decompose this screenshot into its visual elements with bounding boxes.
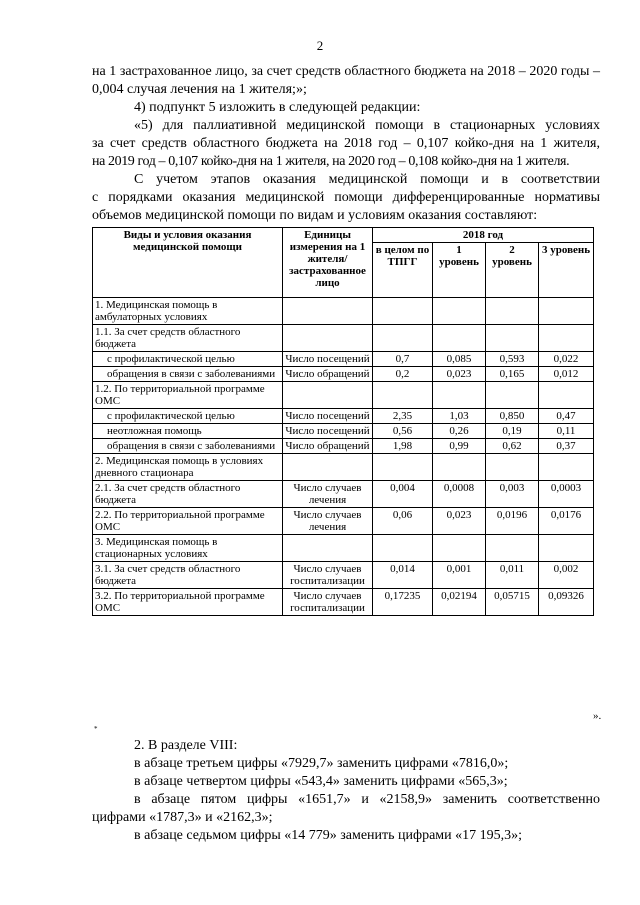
value-level-3 [539, 382, 594, 409]
row-label: обращения в связи с заболеваниями [93, 439, 283, 454]
paragraph-line: в абзаце четвертом цифры «543,4» заменить цифрами «565,3»; [134, 774, 508, 789]
value-level-2: 0,05715 [486, 589, 539, 616]
header-year: 2018 год [373, 228, 594, 243]
value-level-1: 0,0008 [433, 481, 486, 508]
value-level-2: 0,011 [486, 562, 539, 589]
row-label: 1. Медицинская помощь в амбулаторных условиях [93, 298, 283, 325]
header-unit: Единицы измерения на 1 жителя/ застрахованное лицо [283, 228, 373, 298]
row-label: неотложная помощь [93, 424, 283, 439]
row-label: с профилактической целью [93, 352, 283, 367]
paragraph-line: С учетом этапов оказания медицинской помощи и в соответствии [134, 172, 600, 187]
value-level-1: 0,001 [433, 562, 486, 589]
table-row [93, 535, 594, 562]
table-row [93, 562, 594, 589]
paragraph-line: 0,004 случая лечения на 1 жителя;»; [92, 82, 307, 97]
row-unit [283, 454, 373, 481]
paragraph-line: с порядками оказания медицинской помощи дифференцированные нормативы [92, 190, 600, 205]
page-number: 2 [316, 38, 324, 53]
value-level-2 [486, 325, 539, 352]
value-level-3 [539, 325, 594, 352]
value-level-1: 0,085 [433, 352, 486, 367]
row-unit: Число посещений [283, 409, 373, 424]
value-level-1: 0,99 [433, 439, 486, 454]
header-type: Виды и условия оказания медицинской помощи [93, 228, 283, 298]
row-unit: Число обращений [283, 439, 373, 454]
row-label: 3.1. За счет средств областного бюджета [93, 562, 283, 589]
value-total [373, 298, 433, 325]
row-unit [283, 382, 373, 409]
value-level-2: 0,62 [486, 439, 539, 454]
value-level-3: 0,09326 [539, 589, 594, 616]
value-total [373, 454, 433, 481]
table-row [93, 352, 594, 367]
value-total: 0,014 [373, 562, 433, 589]
value-total: 0,56 [373, 424, 433, 439]
paragraph-line: цифрами «1787,3» и «2162,3»; [92, 810, 273, 825]
row-label: 2.1. За счет средств областного бюджета [93, 481, 283, 508]
row-label: 2. Медицинская помощь в условиях дневного стационара [93, 454, 283, 481]
footnote-mark: * [94, 725, 98, 733]
value-level-3: 0,022 [539, 352, 594, 367]
value-level-3: 0,47 [539, 409, 594, 424]
table-row [93, 439, 594, 454]
paragraph-line: на 2019 год – 0,107 койко-дня на 1 жителя, на 2020 год – 0,108 койко-дня на 1 жителя. [92, 154, 570, 169]
value-level-2 [486, 535, 539, 562]
value-level-1 [433, 298, 486, 325]
value-level-1: 0,26 [433, 424, 486, 439]
value-level-3 [539, 298, 594, 325]
value-level-3 [539, 535, 594, 562]
closing-quote: ». [593, 710, 602, 722]
value-level-1 [433, 454, 486, 481]
paragraph-line: за счет средств областного бюджета на 2018 год – 0,107 койко-дня на 1 жителя, [92, 136, 600, 151]
row-label: 1.2. По территориальной программе ОМС [93, 382, 283, 409]
value-level-1: 0,023 [433, 367, 486, 382]
value-level-3: 0,37 [539, 439, 594, 454]
value-total: 0,17235 [373, 589, 433, 616]
row-unit [283, 535, 373, 562]
value-total [373, 382, 433, 409]
row-label: 3.2. По территориальной программе ОМС [93, 589, 283, 616]
row-unit: Число обращений [283, 367, 373, 382]
paragraph-line: «5) для паллиативной медицинской помощи в стационарных условиях [134, 118, 600, 133]
table-row [93, 589, 594, 616]
value-level-2: 0,19 [486, 424, 539, 439]
value-level-3: 0,012 [539, 367, 594, 382]
header-level-2: 2 уровень [486, 243, 539, 298]
row-unit: Число случаев лечения [283, 481, 373, 508]
row-unit: Число случаев госпитализации [283, 589, 373, 616]
value-level-3: 0,0003 [539, 481, 594, 508]
value-level-2: 0,593 [486, 352, 539, 367]
paragraph-line: 4) подпункт 5 изложить в следующей редакции: [134, 100, 421, 115]
value-total: 0,2 [373, 367, 433, 382]
value-level-1 [433, 382, 486, 409]
paragraph-line: 2. В разделе VIII: [134, 738, 238, 753]
value-total: 1,98 [373, 439, 433, 454]
value-level-1: 1,03 [433, 409, 486, 424]
value-level-3: 0,002 [539, 562, 594, 589]
row-label: обращения в связи с заболеваниями [93, 367, 283, 382]
row-unit [283, 298, 373, 325]
norms-table [92, 227, 594, 616]
value-level-1 [433, 325, 486, 352]
table-row [93, 382, 594, 409]
row-unit: Число посещений [283, 352, 373, 367]
table-row [93, 367, 594, 382]
row-unit: Число посещений [283, 424, 373, 439]
header-level-1: 1 уровень [433, 243, 486, 298]
paragraph-line: в абзаце третьем цифры «7929,7» заменить цифрами «7816,0»; [134, 756, 509, 771]
row-unit: Число случаев лечения [283, 508, 373, 535]
value-level-2 [486, 298, 539, 325]
value-level-1: 0,02194 [433, 589, 486, 616]
value-level-2: 0,0196 [486, 508, 539, 535]
value-level-2 [486, 382, 539, 409]
row-label: 3. Медицинская помощь в стационарных условиях [93, 535, 283, 562]
row-label: 1.1. За счет средств областного бюджета [93, 325, 283, 352]
paragraph-line: объемов медицинской помощи по видам и условиям оказания составляют: [92, 208, 538, 223]
table-row [93, 298, 594, 325]
value-total: 0,06 [373, 508, 433, 535]
value-total: 0,7 [373, 352, 433, 367]
table-row [93, 325, 594, 352]
value-level-2: 0,850 [486, 409, 539, 424]
value-level-2: 0,003 [486, 481, 539, 508]
value-level-1: 0,023 [433, 508, 486, 535]
table-row [93, 454, 594, 481]
value-total [373, 325, 433, 352]
table-row [93, 508, 594, 535]
header-total: в целом по ТПГГ [373, 243, 433, 298]
value-level-2: 0,165 [486, 367, 539, 382]
value-level-3 [539, 454, 594, 481]
row-label: 2.2. По территориальной программе ОМС [93, 508, 283, 535]
value-level-3: 0,0176 [539, 508, 594, 535]
value-total: 2,35 [373, 409, 433, 424]
row-unit [283, 325, 373, 352]
table-row [93, 481, 594, 508]
paragraph-line: в абзаце седьмом цифры «14 779» заменить цифрами «17 195,3»; [134, 828, 523, 843]
table-row [93, 424, 594, 439]
value-level-3: 0,11 [539, 424, 594, 439]
paragraph-line: в абзаце пятом цифры «1651,7» и «2158,9» заменить соответственно [134, 792, 600, 807]
value-level-1 [433, 535, 486, 562]
value-total [373, 535, 433, 562]
row-label: с профилактической целью [93, 409, 283, 424]
paragraph-line: на 1 застрахованное лицо, за счет средств областного бюджета на 2018 – 2020 годы – [92, 64, 600, 79]
table-row [93, 409, 594, 424]
row-unit: Число случаев госпитализации [283, 562, 373, 589]
value-level-2 [486, 454, 539, 481]
header-level-3: 3 уровень [539, 243, 594, 298]
value-total: 0,004 [373, 481, 433, 508]
